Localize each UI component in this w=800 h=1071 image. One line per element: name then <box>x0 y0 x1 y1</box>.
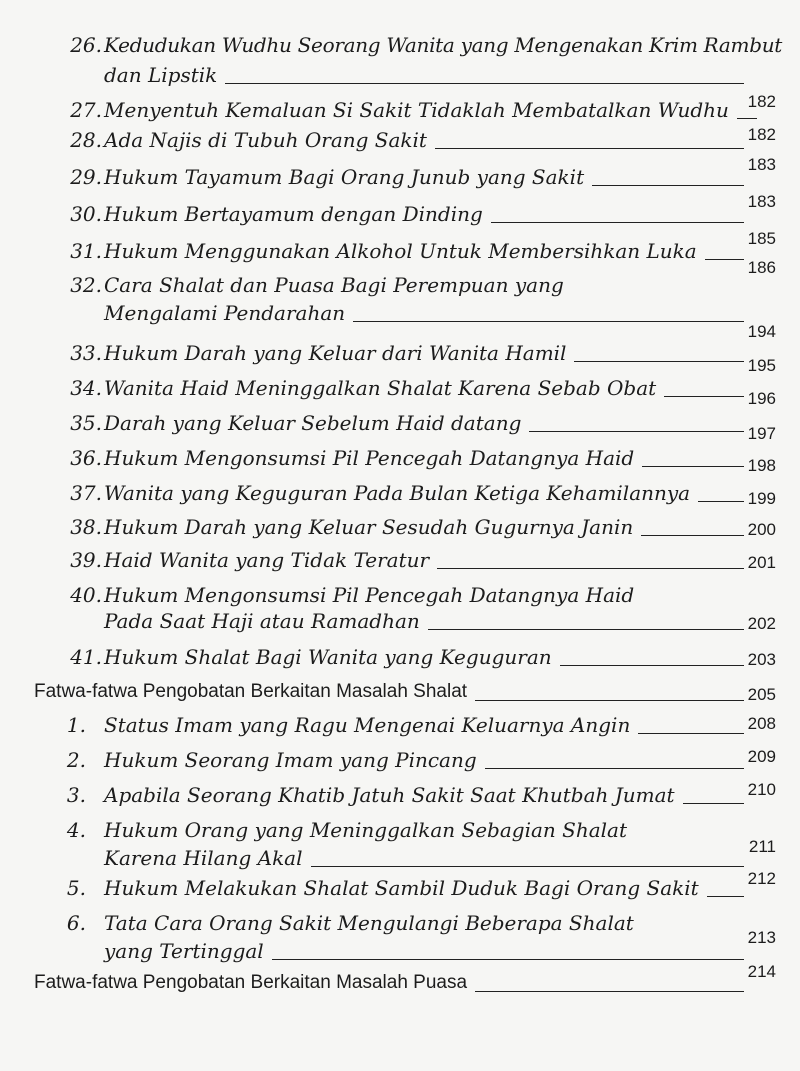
page-number: 194 <box>747 322 776 341</box>
entry-title: Ada Najis di Tubuh Orang Sakit <box>104 125 750 155</box>
entry-title: Hukum Melakukan Shalat Sambil Duduk Bagi Orang Sakit <box>104 873 750 903</box>
entry-title: Haid Wanita yang Tidak Teratur <box>104 545 750 575</box>
section-title: Fatwa-fatwa Pengobatan Berkaitan Masalah Puasa <box>34 968 750 998</box>
leader-line <box>428 629 744 630</box>
page-number: 183 <box>747 192 776 211</box>
entry-title: Hukum Darah yang Keluar dari Wanita Hamil <box>104 338 750 368</box>
leader-line <box>272 959 744 960</box>
leader-line <box>435 148 744 149</box>
entry-title-line-1: Kedudukan Wudhu Seorang Wanita yang Mengenakan Krim Rambut <box>104 33 783 57</box>
leader-line <box>664 396 744 397</box>
leader-line <box>705 259 744 260</box>
entry-number: 41. <box>70 645 102 669</box>
entry-number: 33. <box>70 341 102 365</box>
entry-title: Status Imam yang Ragu Mengenai Keluarnya Angin <box>104 710 750 740</box>
entry-number: 28. <box>70 128 102 152</box>
leader-line <box>592 185 744 186</box>
entry-title: Hukum Seorang Imam yang Pincang <box>104 745 750 775</box>
leader-line <box>437 568 744 569</box>
section-title: Fatwa-fatwa Pengobatan Berkaitan Masalah Shalat <box>34 677 750 707</box>
page-number: 211 <box>748 837 776 856</box>
entry-title-line-1: Cara Shalat dan Puasa Bagi Perempuan yang <box>104 273 564 297</box>
leader-line <box>707 896 744 897</box>
entry-number: 6. <box>66 911 86 935</box>
entry-number: 26. <box>70 33 102 57</box>
entry-title-line-2: yang Tertinggal <box>104 936 750 966</box>
entry-title: Hukum Mengonsumsi Pil Pencegah Datangnya Haid <box>104 443 750 473</box>
leader-line <box>529 431 744 432</box>
page-number: 186 <box>747 258 776 277</box>
page-number: 197 <box>747 424 776 443</box>
page-number: 185 <box>747 229 776 248</box>
leader-line <box>485 768 744 769</box>
entry-number: 40. <box>70 583 102 607</box>
entry-title-line-2: Pada Saat Haji atau Ramadhan <box>104 606 750 636</box>
entry-number: 34. <box>70 376 102 400</box>
leader-line <box>225 83 744 84</box>
entry-title: Hukum Bertayamum dengan Dinding <box>104 199 750 229</box>
leader-line <box>311 866 744 867</box>
page-number: 199 <box>747 489 776 508</box>
entry-title-line-2: Karena Hilang Akal <box>104 843 750 873</box>
leader-line <box>353 321 744 322</box>
page-number: 209 <box>747 747 776 766</box>
page-number: 195 <box>747 356 776 375</box>
entry-number: 35. <box>70 411 102 435</box>
entry-title: Wanita yang Keguguran Pada Bulan Ketiga Kehamilannya <box>104 478 750 508</box>
entry-title: Hukum Darah yang Keluar Sesudah Gugurnya Janin <box>104 512 750 542</box>
leader-line <box>698 501 744 502</box>
page-number: 202 <box>747 614 776 633</box>
entry-number: 36. <box>70 446 102 470</box>
leader-line <box>642 466 744 467</box>
entry-number: 3. <box>66 783 86 807</box>
entry-title: Wanita Haid Meninggalkan Shalat Karena Sebab Obat <box>104 373 750 403</box>
entry-number: 4. <box>66 818 86 842</box>
entry-number: 37. <box>70 481 102 505</box>
entry-title-line-1: Hukum Mengonsumsi Pil Pencegah Datangnya Haid <box>104 583 635 607</box>
entry-number: 32. <box>70 273 102 297</box>
page-number: 213 <box>747 928 776 947</box>
entry-number: 2. <box>66 748 86 772</box>
leader-line <box>560 665 744 666</box>
page-number: 210 <box>747 780 776 799</box>
entry-number: 38. <box>70 515 102 539</box>
page-number: 201 <box>747 553 776 572</box>
entry-number: 5. <box>66 876 86 900</box>
entry-title: Hukum Menggunakan Alkohol Untuk Membersihkan Luka <box>104 236 750 266</box>
entry-title-line-2: dan Lipstik <box>104 60 750 90</box>
page-number: 214 <box>747 962 776 981</box>
entry-title-line-2: Mengalami Pendarahan <box>104 298 750 328</box>
page-number: 203 <box>747 650 776 669</box>
leader-line <box>737 118 757 119</box>
page-number: 208 <box>747 714 776 733</box>
entry-number: 30. <box>70 202 102 226</box>
page-number: 200 <box>747 520 776 539</box>
entry-number: 29. <box>70 165 102 189</box>
entry-number: 31. <box>70 239 102 263</box>
leader-line <box>638 733 744 734</box>
leader-line <box>683 803 744 804</box>
page-number: 183 <box>747 155 776 174</box>
page-number: 205 <box>747 685 776 704</box>
page-number: 212 <box>747 869 776 888</box>
page-number: 198 <box>747 456 776 475</box>
page-number: 182 <box>747 92 776 111</box>
entry-number: 39. <box>70 548 102 572</box>
entry-title: Darah yang Keluar Sebelum Haid datang <box>104 408 750 438</box>
leader-line <box>641 535 744 536</box>
page-number: 196 <box>747 389 776 408</box>
entry-title: Hukum Shalat Bagi Wanita yang Keguguran <box>104 642 750 672</box>
entry-title-line-1: Hukum Orang yang Meninggalkan Sebagian Shalat <box>104 818 627 842</box>
leader-line <box>475 700 744 701</box>
page-number: 182 <box>747 125 776 144</box>
entry-title: Apabila Seorang Khatib Jatuh Sakit Saat Khutbah Jumat <box>104 780 750 810</box>
entry-title: Menyentuh Kemaluan Si Sakit Tidaklah Membatalkan Wudhu <box>104 95 750 125</box>
leader-line <box>574 361 744 362</box>
leader-line <box>475 991 744 992</box>
entry-number: 27. <box>70 98 102 122</box>
entry-title: Hukum Tayamum Bagi Orang Junub yang Sakit <box>104 162 750 192</box>
entry-number: 1. <box>66 713 86 737</box>
entry-title-line-1: Tata Cara Orang Sakit Mengulangi Beberapa Shalat <box>104 911 634 935</box>
leader-line <box>491 222 744 223</box>
